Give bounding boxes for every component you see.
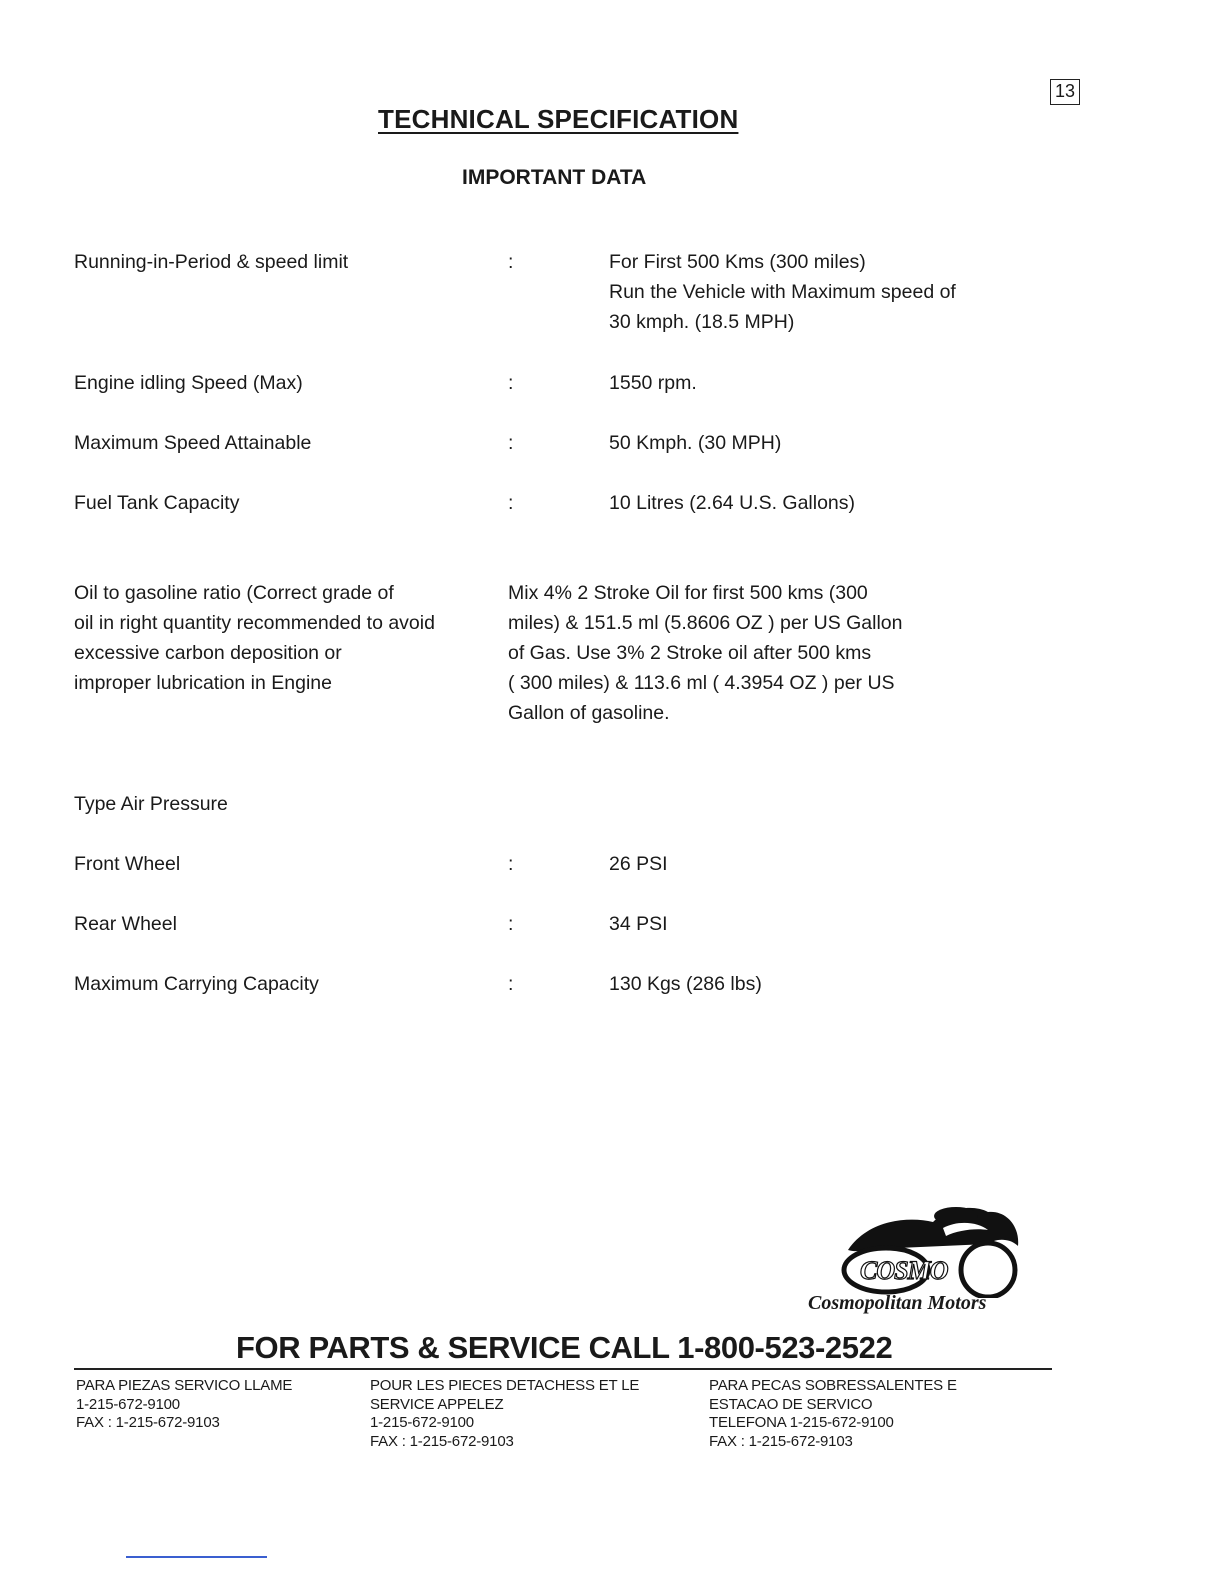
footer-portuguese: [709, 1377, 957, 1451]
spec-colon: :: [508, 432, 514, 454]
spec-colon: :: [508, 853, 514, 875]
spec-value: 34 PSI: [609, 913, 668, 935]
bottom-link-underline: [126, 1556, 267, 1558]
spec-colon: :: [508, 973, 514, 995]
spec-colon: :: [508, 251, 514, 273]
spec-value-line: ( 300 miles) & 113.6 ml ( 4.3954 OZ ) per US: [508, 672, 895, 694]
spec-label: Rear Wheel: [74, 913, 177, 935]
spec-label: Maximum Speed Attainable: [74, 432, 312, 454]
spec-label-line: oil in right quantity recommended to avoid: [74, 612, 435, 634]
footer-line: 1-215-672-9100: [370, 1414, 474, 1431]
footer-line: PARA PIEZAS SERVICO LLAME: [76, 1377, 293, 1394]
spec-label-line: Oil to gasoline ratio (Correct grade of: [74, 582, 394, 604]
spec-colon: :: [508, 372, 514, 394]
page-number: 13: [1050, 79, 1080, 105]
spec-label: Engine idling Speed (Max): [74, 372, 303, 394]
footer-line: POUR LES PIECES DETACHESS ET LE: [370, 1377, 640, 1394]
spec-label-line: improper lubrication in Engine: [74, 672, 332, 694]
spec-label: Front Wheel: [74, 853, 181, 875]
footer-line: ESTACAO DE SERVICO: [709, 1395, 873, 1413]
spec-value: [508, 578, 968, 728]
spec-label: Fuel Tank Capacity: [74, 492, 240, 514]
spec-colon: :: [508, 492, 514, 514]
spec-label: Maximum Carrying Capacity: [74, 973, 319, 995]
tyre-pressure-heading: Type Air Pressure: [74, 793, 228, 815]
spec-value: 50 Kmph. (30 MPH): [609, 432, 782, 454]
footer-line: 1-215-672-9100: [76, 1395, 180, 1413]
spec-label: [74, 578, 494, 698]
spec-value: 1550 rpm.: [609, 372, 697, 394]
footer-line: TELEFONA 1-215-672-9100: [709, 1414, 894, 1431]
page-title: TECHNICAL SPECIFICATION: [378, 104, 739, 134]
spec-value: [609, 247, 956, 337]
spec-value-line: miles) & 151.5 ml (5.8606 OZ ) per US Gallon: [508, 612, 903, 634]
footer-line: PARA PECAS SOBRESSALENTES E: [709, 1377, 957, 1394]
spec-value: 26 PSI: [609, 853, 668, 875]
spec-value-line: Mix 4% 2 Stroke Oil for first 500 kms (300: [508, 582, 868, 604]
footer-divider: [74, 1368, 1052, 1370]
spec-value-line: Run the Vehicle with Maximum speed of: [609, 281, 956, 303]
section-subtitle: IMPORTANT DATA: [462, 166, 647, 189]
spec-value: 10 Litres (2.64 U.S. Gallons): [609, 492, 856, 514]
cosmo-motorcycle-logo: [838, 1198, 1028, 1298]
footer-line: FAX : 1-215-672-9103: [370, 1432, 514, 1450]
footer-line: FAX : 1-215-672-9103: [709, 1432, 853, 1450]
logo-wordmark: COSMO: [860, 1256, 948, 1285]
footer-spanish: [76, 1377, 292, 1433]
service-call-headline: FOR PARTS & SERVICE CALL 1-800-523-2522: [236, 1330, 893, 1365]
spec-label: Running-in-Period & speed limit: [74, 251, 349, 273]
footer-line: FAX : 1-215-672-9103: [76, 1414, 220, 1431]
logo-caption: Cosmopolitan Motors: [808, 1292, 987, 1314]
spec-value-line: 30 kmph. (18.5 MPH): [609, 311, 795, 333]
spec-colon: :: [508, 913, 514, 935]
spec-label-line: excessive carbon deposition or: [74, 642, 342, 664]
spec-value-line: For First 500 Kms (300 miles): [609, 251, 866, 273]
spec-value-line: Gallon of gasoline.: [508, 702, 670, 724]
spec-value: 130 Kgs (286 lbs): [609, 973, 762, 995]
spec-value-line: of Gas. Use 3% 2 Stroke oil after 500 kms: [508, 642, 872, 664]
footer-french: [370, 1377, 639, 1451]
footer-line: SERVICE APPELEZ: [370, 1395, 504, 1413]
